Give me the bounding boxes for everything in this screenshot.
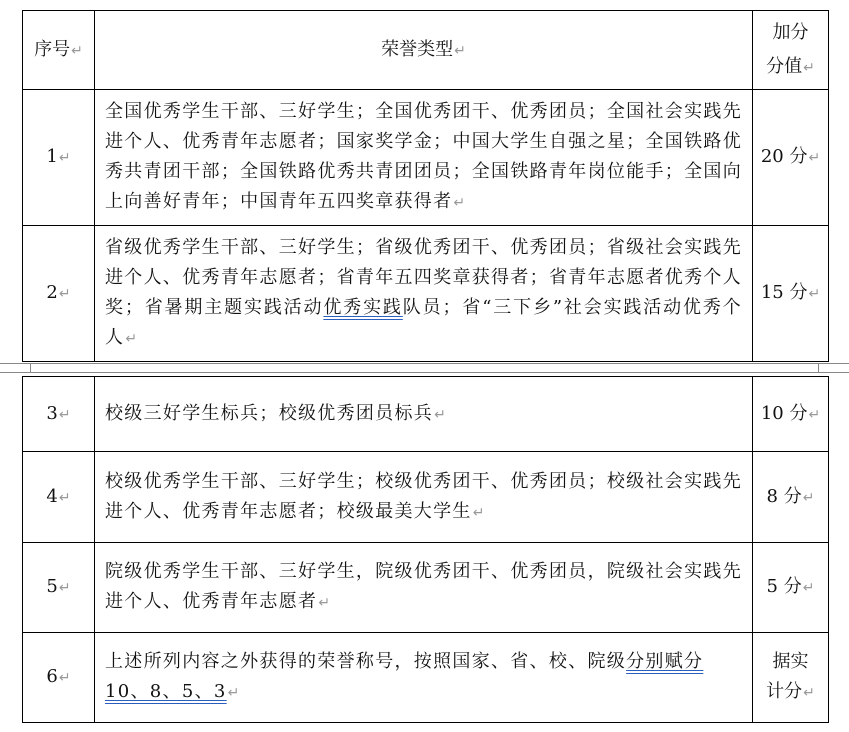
row-desc: 上述所列内容之外获得的荣誉称号，按照国家、省、校、院级分别赋分 10、8、5、3↵ [95,633,753,723]
table-row [23,90,829,226]
row-no: 6↵ [23,633,95,723]
table-row [23,377,829,452]
page-break-separator [0,360,849,376]
table-row [23,633,829,723]
underlined-phrase: 10、8、5、3 [105,681,227,702]
table-header-row [23,11,829,90]
underlined-phrase: 优秀实践 [323,297,403,318]
table-row [23,452,829,543]
row-no: 3↵ [23,377,95,452]
row-no: 4↵ [23,452,95,543]
underlined-phrase: 分别赋分 [626,651,704,672]
row-score: 20 分↵ [753,90,829,226]
row-score: 15 分↵ [753,226,829,362]
row-desc: 校级优秀学生干部、三好学生；校级优秀团干、优秀团员；校级社会实践先进个人、优秀青年志愿者；校级最美大学生↵ [95,452,753,543]
row-desc: 全国优秀学生干部、三好学生；全国优秀团干、优秀团员；全国社会实践先进个人、优秀青年志愿者；国家奖学金；中国大学生自强之星；全国铁路优秀共青团干部；全国铁路优秀共青团团员；全国铁路青年岗位能手；全国向上向善好青年；中国青年五四奖章获得者↵ [95,90,753,226]
row-no: 1↵ [23,90,95,226]
table-row [23,543,829,633]
row-score: 10 分↵ [753,377,829,452]
row-score: 据实 计分↵ [753,633,829,723]
row-score: 8 分↵ [753,452,829,543]
table-row [23,226,829,362]
row-desc: 校级三好学生标兵；校级优秀团员标兵↵ [95,377,753,452]
header-col-type: 荣誉类型↵ [95,11,753,90]
row-score: 5 分↵ [753,543,829,633]
row-desc: 院级优秀学生干部、三好学生，院级优秀团干、优秀团员，院级社会实践先进个人、优秀青年志愿者↵ [95,543,753,633]
row-no: 2↵ [23,226,95,362]
row-no: 5↵ [23,543,95,633]
header-col-score: 加分 分值↵ [753,11,829,90]
honor-table-part1 [22,10,829,362]
honor-table-part2 [22,376,829,723]
row-desc: 省级优秀学生干部、三好学生；省级优秀团干、优秀团员；省级社会实践先进个人、优秀青年志愿者；省青年五四奖章获得者；省青年志愿者优秀个人奖；省暑期主题实践活动优秀实践队员；省“三下乡”社会实践活动优秀个人↵ [95,226,753,362]
header-col-no: 序号↵ [23,11,95,90]
